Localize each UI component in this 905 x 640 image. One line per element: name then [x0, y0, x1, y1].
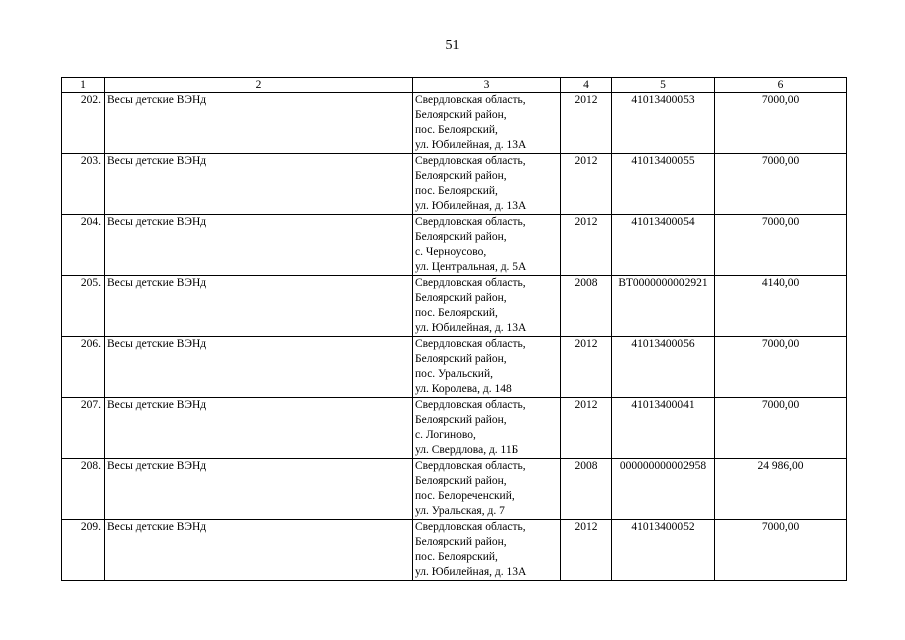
cost-cell: 7000,00: [715, 337, 847, 398]
address-line: ул. Юбилейная, д. 13А: [415, 322, 527, 334]
item-name-cell: Весы детские ВЭНд: [105, 276, 413, 337]
address-line: Белоярский район,: [415, 292, 507, 304]
inventory-number-cell: 41013400041: [612, 398, 715, 459]
row-number-cell: 206.: [62, 337, 105, 398]
year-cell: 2008: [561, 459, 612, 520]
address-cell: [413, 337, 561, 398]
row-number-cell: 207.: [62, 398, 105, 459]
address-cell: [413, 93, 561, 154]
address-line: пос. Белоярский,: [415, 551, 498, 563]
address-line: ул. Юбилейная, д. 13А: [415, 200, 527, 212]
column-header-5: 5: [612, 78, 715, 93]
address-line: Белоярский район,: [415, 353, 507, 365]
table-row: [62, 337, 847, 398]
column-header-2: 2: [105, 78, 413, 93]
row-number-cell: 209.: [62, 520, 105, 581]
address-cell: [413, 459, 561, 520]
address-line: ул. Центральная, д. 5А: [415, 261, 527, 273]
table-row: [62, 93, 847, 154]
table-row: [62, 215, 847, 276]
inventory-number-cell: 41013400055: [612, 154, 715, 215]
address-line: Свердловская область,: [415, 338, 526, 350]
cost-cell: 7000,00: [715, 520, 847, 581]
row-number-cell: 203.: [62, 154, 105, 215]
item-name-cell: Весы детские ВЭНд: [105, 337, 413, 398]
cost-cell: 4140,00: [715, 276, 847, 337]
row-number-cell: 202.: [62, 93, 105, 154]
cost-cell: 7000,00: [715, 398, 847, 459]
year-cell: 2012: [561, 154, 612, 215]
cost-cell: 7000,00: [715, 215, 847, 276]
item-name-cell: Весы детские ВЭНд: [105, 398, 413, 459]
column-header-6: 6: [715, 78, 847, 93]
year-cell: 2012: [561, 215, 612, 276]
inventory-number-cell: 41013400053: [612, 93, 715, 154]
column-header-1: 1: [62, 78, 105, 93]
year-cell: 2008: [561, 276, 612, 337]
address-cell: [413, 398, 561, 459]
item-name-cell: Весы детские ВЭНд: [105, 154, 413, 215]
address-line: ул. Свердлова, д. 11Б: [415, 444, 519, 456]
year-cell: 2012: [561, 337, 612, 398]
address-line: Свердловская область,: [415, 521, 526, 533]
address-line: пос. Белоярский,: [415, 185, 498, 197]
row-number-cell: 205.: [62, 276, 105, 337]
row-number-cell: 204.: [62, 215, 105, 276]
address-line: Свердловская область,: [415, 277, 526, 289]
address-cell: [413, 154, 561, 215]
address-line: ул. Юбилейная, д. 13А: [415, 139, 527, 151]
address-line: пос. Белоярский,: [415, 124, 498, 136]
year-cell: 2012: [561, 398, 612, 459]
address-line: пос. Белореченский,: [415, 490, 515, 502]
address-line: Свердловская область,: [415, 216, 526, 228]
address-line: Свердловская область,: [415, 94, 526, 106]
item-name-cell: Весы детские ВЭНд: [105, 459, 413, 520]
address-line: пос. Уральский,: [415, 368, 493, 380]
address-line: Белоярский район,: [415, 414, 507, 426]
table-body: [62, 93, 847, 581]
cost-cell: 24 986,00: [715, 459, 847, 520]
inventory-number-cell: 41013400054: [612, 215, 715, 276]
address-line: ул. Юбилейная, д. 13А: [415, 566, 527, 578]
address-line: ул. Уральская, д. 7: [415, 505, 505, 517]
page-number: 51: [445, 38, 460, 53]
row-number-cell: 208.: [62, 459, 105, 520]
cost-cell: 7000,00: [715, 93, 847, 154]
address-line: с. Логиново,: [415, 429, 476, 441]
table-row: [62, 520, 847, 581]
column-header-3: 3: [413, 78, 561, 93]
inventory-number-cell: 000000000002958: [612, 459, 715, 520]
address-line: Белоярский район,: [415, 170, 507, 182]
address-line: Свердловская область,: [415, 155, 526, 167]
address-cell: [413, 276, 561, 337]
table-row: [62, 276, 847, 337]
table-header-row: [62, 78, 847, 93]
table-row: [62, 459, 847, 520]
address-line: ул. Королева, д. 148: [415, 383, 512, 395]
address-line: Белоярский район,: [415, 231, 507, 243]
table-row: [62, 154, 847, 215]
address-line: пос. Белоярский,: [415, 307, 498, 319]
address-line: Свердловская область,: [415, 460, 526, 472]
item-name-cell: Весы детские ВЭНд: [105, 215, 413, 276]
cost-cell: 7000,00: [715, 154, 847, 215]
address-line: Белоярский район,: [415, 109, 507, 121]
address-line: с. Черноусово,: [415, 246, 487, 258]
address-line: Белоярский район,: [415, 475, 507, 487]
property-registry-table: [61, 77, 847, 581]
inventory-number-cell: 41013400052: [612, 520, 715, 581]
year-cell: 2012: [561, 520, 612, 581]
address-line: Свердловская область,: [415, 399, 526, 411]
item-name-cell: Весы детские ВЭНд: [105, 520, 413, 581]
address-cell: [413, 520, 561, 581]
address-line: Белоярский район,: [415, 536, 507, 548]
inventory-number-cell: 41013400056: [612, 337, 715, 398]
table-row: [62, 398, 847, 459]
address-cell: [413, 215, 561, 276]
column-header-4: 4: [561, 78, 612, 93]
item-name-cell: Весы детские ВЭНд: [105, 93, 413, 154]
inventory-number-cell: ВТ0000000002921: [612, 276, 715, 337]
year-cell: 2012: [561, 93, 612, 154]
